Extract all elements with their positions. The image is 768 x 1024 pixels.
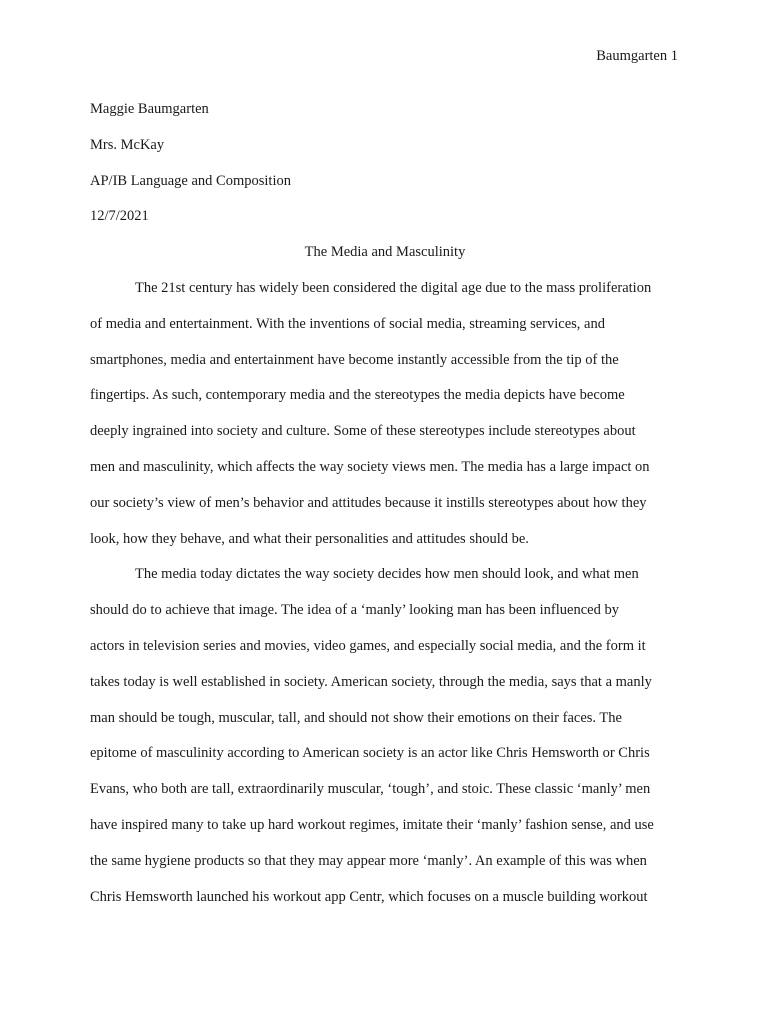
paragraph-line: epitome of masculinity according to American society is an actor like Chris Hemsworth or Chris — [90, 745, 650, 762]
paragraph-line: fingertips. As such, contemporary media and the stereotypes the media depicts have become — [90, 387, 625, 404]
paragraph-2 — [90, 557, 680, 915]
paragraph-line: Evans, who both are tall, extraordinarily muscular, ‘tough’, and stoic. These classic ‘manly’ men — [90, 781, 651, 798]
paragraph-line: our society’s view of men’s behavior and attitudes because it instills stereotypes about how they — [90, 494, 647, 511]
paragraph-line: The 21st century has widely been considered the digital age due to the mass proliferation — [135, 279, 652, 296]
paragraph-1 — [90, 271, 680, 557]
paragraph-line: smartphones, media and entertainment have become instantly accessible from the tip of the — [90, 351, 619, 368]
paragraph-line: should do to achieve that image. The idea of a ‘manly’ looking man has been influenced by — [90, 602, 619, 619]
essay-date: 12/7/2021 — [90, 208, 149, 225]
essay-body — [90, 92, 680, 915]
paragraph-line: of media and entertainment. With the inventions of social media, streaming services, and — [90, 315, 605, 332]
paragraph-line: the same hygiene products so that they may appear more ‘manly’. An example of this was when — [90, 852, 647, 869]
paragraph-line: look, how they behave, and what their personalities and attitudes should be. — [90, 530, 529, 547]
paragraph-line: actors in television series and movies, video games, and especially social media, and the form it — [90, 637, 646, 654]
author-name: Maggie Baumgarten — [90, 101, 209, 117]
paragraph-line: have inspired many to take up hard workout regimes, imitate their ‘manly’ fashion sense, and use — [90, 816, 654, 833]
paragraph-line: man should be tough, muscular, tall, and should not show their emotions on their faces. The — [90, 709, 622, 726]
paragraph-line: The media today dictates the way society decides how men should look, and what men — [135, 566, 639, 583]
paragraph-line: Chris Hemsworth launched his workout app Centr, which focuses on a muscle building workout — [90, 888, 648, 905]
paragraph-line: deeply ingrained into society and culture. Some of these stereotypes include stereotypes about — [90, 423, 636, 440]
essay-title: The Media and Masculinity — [304, 244, 466, 261]
course-name: AP/IB Language and Composition — [90, 172, 291, 189]
running-head: Baumgarten 1 — [596, 48, 678, 64]
teacher-name: Mrs. McKay — [90, 136, 165, 153]
paragraph-line: takes today is well established in society. American society, through the media, says that a manly — [90, 673, 652, 690]
paragraph-line: men and masculinity, which affects the way society views men. The media has a large impact on — [90, 458, 650, 475]
